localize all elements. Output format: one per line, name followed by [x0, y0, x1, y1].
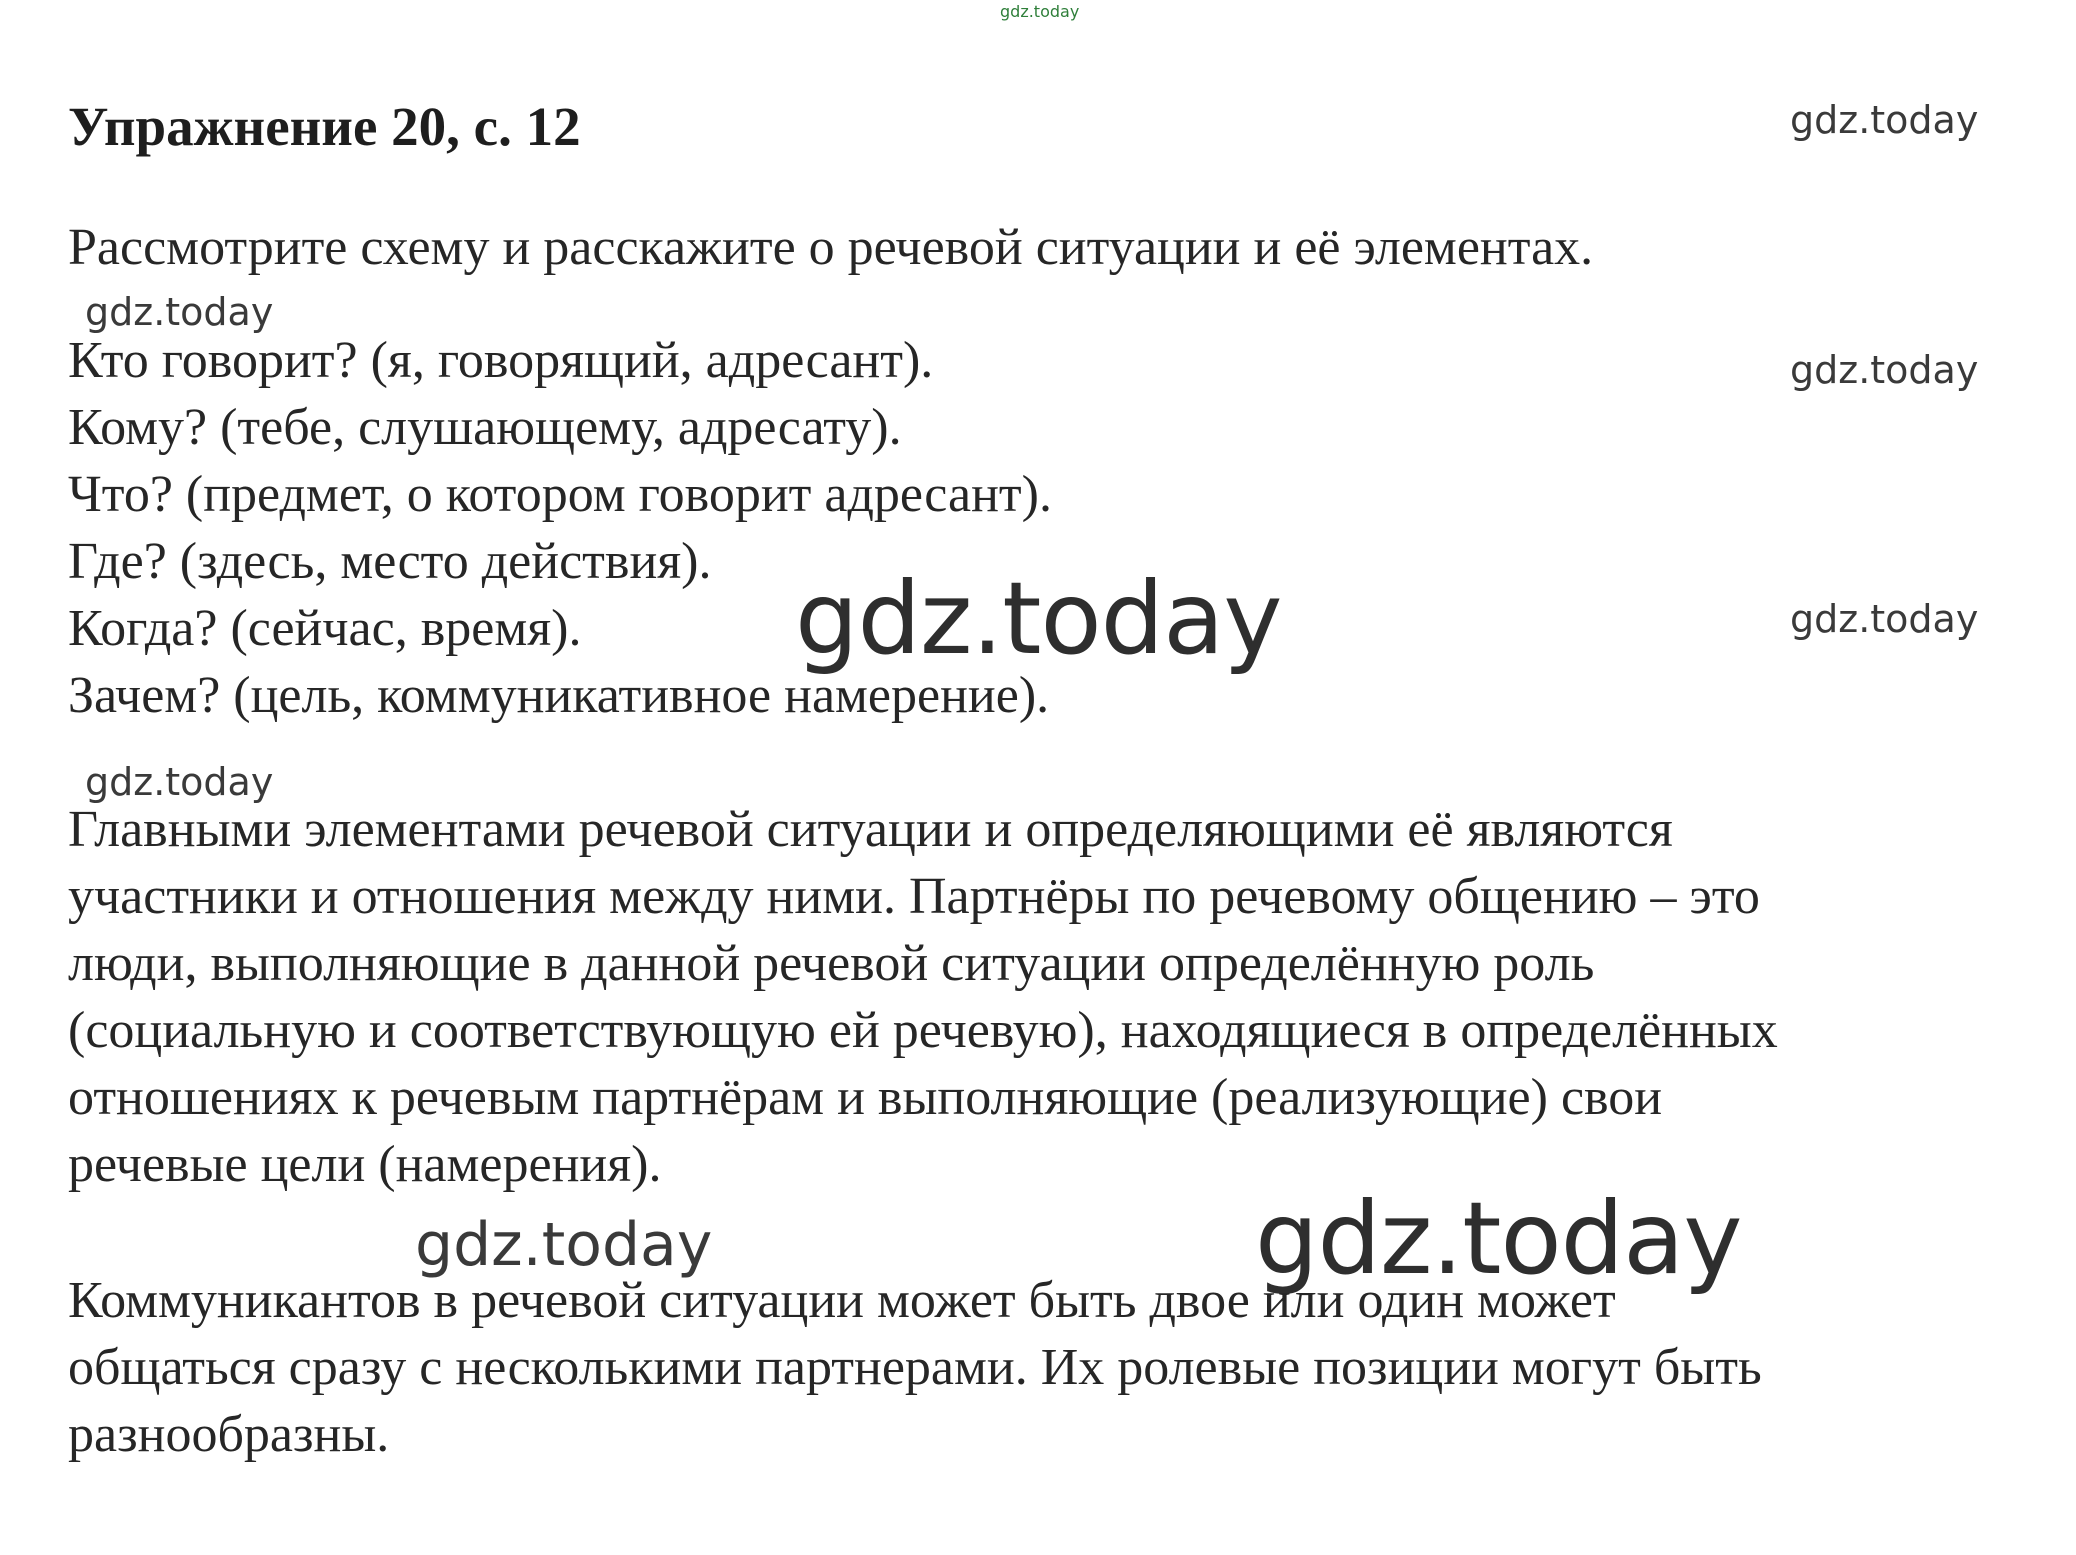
question-line: Где? (здесь, место действия).: [68, 533, 712, 590]
watermark: gdz.today: [1000, 2, 1080, 21]
watermark: gdz.today: [1790, 98, 1979, 142]
paragraph-line: Коммуникантов в речевой ситуации может быть двое или один может: [68, 1272, 1616, 1329]
watermark: gdz.today: [1255, 1180, 1742, 1297]
question-line: Кому? (тебе, слушающему, адресату).: [68, 399, 902, 456]
paragraph-line: разнообразны.: [68, 1406, 390, 1463]
watermark: gdz.today: [85, 290, 274, 334]
paragraph-line: участники и отношения между ними. Партнёры по речевому общению – это: [68, 868, 1760, 925]
question-line: Когда? (сейчас, время).: [68, 600, 582, 657]
paragraph-main-elements: [68, 796, 1778, 1198]
exercise-heading: Упражнение 20, с. 12: [68, 96, 581, 157]
watermark: gdz.today: [1790, 348, 1979, 392]
watermark: gdz.today: [1790, 597, 1979, 641]
paragraph-line: люди, выполняющие в данной речевой ситуации определённую роль: [68, 935, 1595, 992]
question-line: Что? (предмет, о котором говорит адресант).: [68, 466, 1052, 523]
paragraph-line: общаться сразу с несколькими партнерами. Их ролевые позиции могут быть: [68, 1339, 1762, 1396]
paragraph-line: отношениях к речевым партнёрам и выполняющие (реализующие) свои: [68, 1069, 1663, 1126]
watermark: gdz.today: [795, 560, 1282, 677]
watermark: gdz.today: [85, 760, 274, 804]
watermark: gdz.today: [415, 1210, 713, 1280]
paragraph-line: (социальную и соответствующую ей речевую), находящиеся в определённых: [68, 1002, 1778, 1059]
question-line: Зачем? (цель, коммуникативное намерение).: [68, 667, 1050, 724]
paragraph-line: речевые цели (намерения).: [68, 1136, 662, 1193]
paragraph-communicants: [68, 1267, 1762, 1468]
question-line: Кто говорит? (я, говорящий, адресант).: [68, 332, 934, 389]
paragraph-line: Главными элементами речевой ситуации и определяющими её являются: [68, 801, 1673, 858]
exercise-instruction: Рассмотрите схему и расскажите о речевой ситуации и её элементах.: [68, 219, 1594, 276]
